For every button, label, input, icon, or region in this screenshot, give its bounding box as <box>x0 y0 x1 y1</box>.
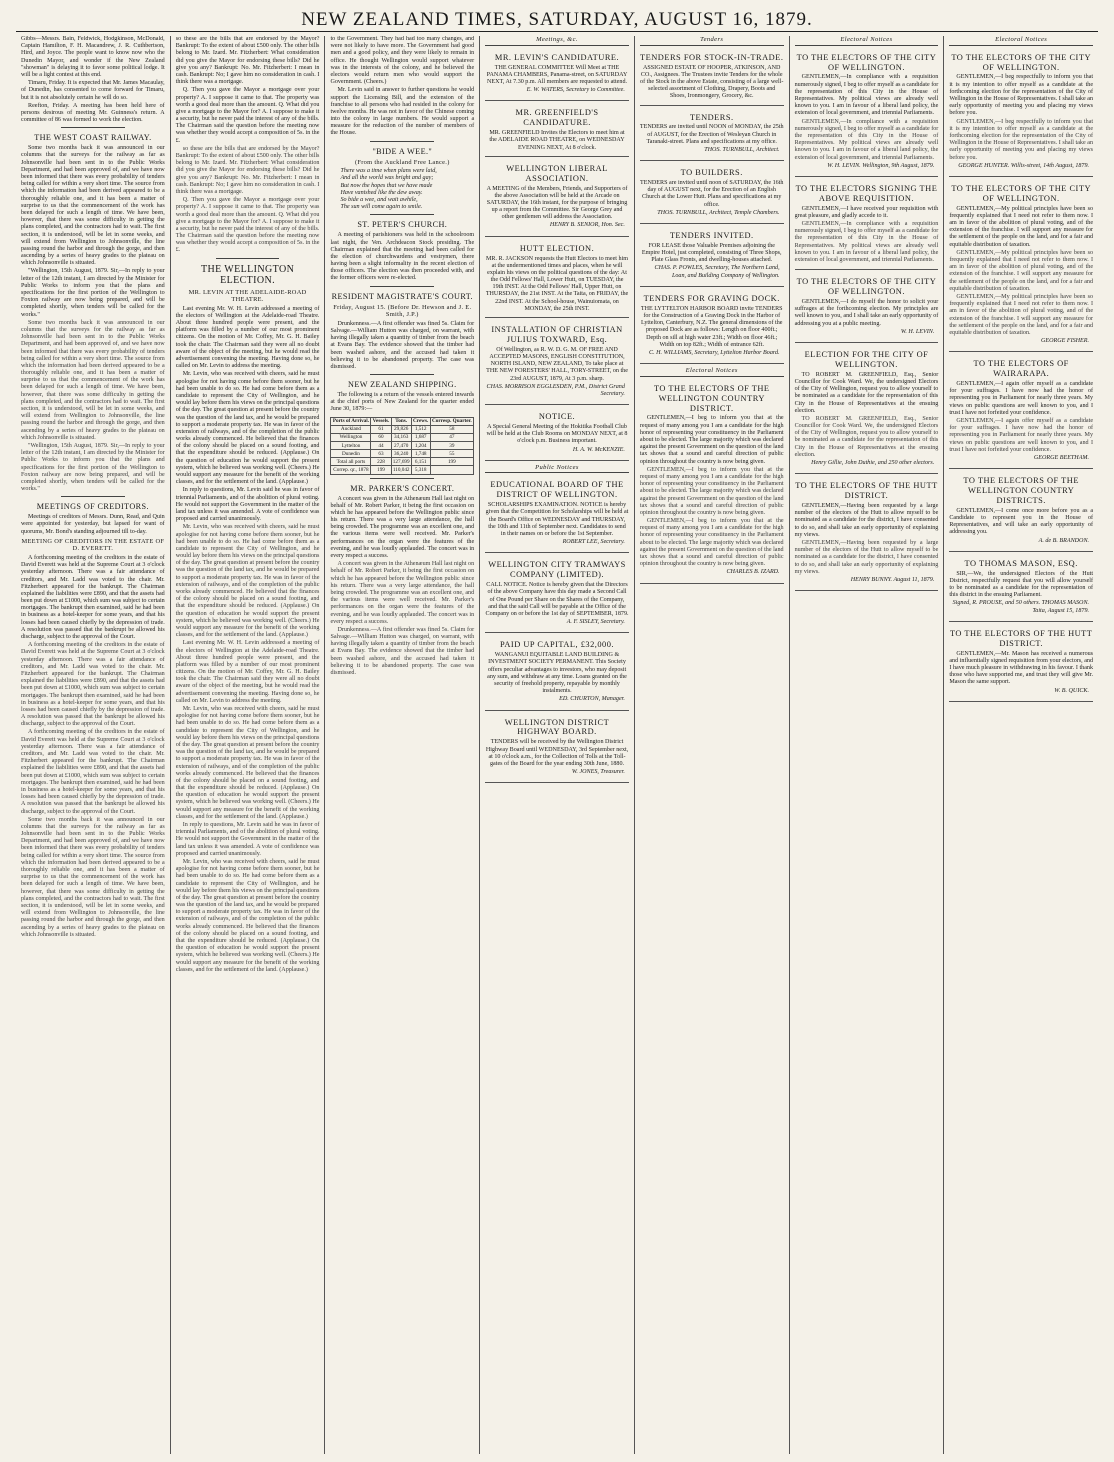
advertisement <box>640 164 784 224</box>
table-row <box>331 442 474 450</box>
article-text: Drunkenness.—A first offender was fined 5s. Claim for Salvage.—William Hutton was charged, on warrant, with having illegally taken a quantity of timber from the beach at Evans Bay. The evidence showed that the timber had been washed ashore, and the accused had taken it believing it to be abandoned property. The case was dismissed. <box>330 320 475 370</box>
divider <box>370 374 434 375</box>
ad-body: GENTLEMEN,—In compliance with a requisition numerously signed, I beg to offer myself as a candidate for the representation of this City in the House of Representatives. My political views are already well known to you. I am in favour of a liberal land policy, the extension of local government, and triennial Parliaments. <box>794 221 939 264</box>
table-row <box>331 425 474 433</box>
ad-body: MR. R. JACKSON requests the Hutt Electors to meet him at the undermentioned times and places, when he will explain his views on the political questions of the day: At the Odd Fellows' Hall, Lower Hutt, on TUESDAY, the 19th INST. At the Odd Fellows' Hall, Upper Hutt, on THURSDAY, the 21st INST. At the Taita, on FRIDAY, the 22nd INST. At the School-house, Wainuiomata, on MONDAY, the 25th INST. <box>485 255 629 312</box>
article-text: A meeting of parishioners was held in the schoolroom last night, the Ven. Archdeacon Stock presiding. The Chairman explained that the meeting had been called for the election of churchwardens and vestrymen, there having been a slight informality in the recent election of those officers. The election was then proceeded with, and the former officers were re-elected. <box>330 232 475 282</box>
table-cell: 1,204 <box>411 442 430 450</box>
ad-body: GENTLEMEN,—I beg respectfully to inform you that it is my intention to offer myself as a candidate at the forthcoming election for the representation of the City of Wellington in the House of Representatives. I shall take an early opportunity of meeting you and placing my views before you. <box>949 74 1094 117</box>
article-heading: RESIDENT MAGISTRATE'S COURT. <box>331 291 473 301</box>
ad-body: GENTLEMEN,—I have received your requisition with great pleasure, and gladly accede to it. <box>794 205 939 219</box>
poem-line: And all the world was bright and gay; <box>340 175 434 182</box>
advertisement <box>640 290 784 364</box>
column-2 <box>171 36 326 1454</box>
ad-body: GENTLEMEN,—I do myself the honor to solicit your suffrages at the forthcoming election. My principles are well known to you, and I shall take an early opportunity of addressing you at a public meeting. <box>794 299 939 327</box>
ad-signature: Henry Gillie, John Duthie, and 250 other electors. <box>811 460 935 467</box>
article-text: Mr. Levin said in answer to further questions he would support the Licensing Bill, and the extension of the franchise to all persons who had resided in the colony for twelve months. He was not in favor of the Chinese coming into the colony in large numbers. He would support a measure for the reduction of the number of members of the House. <box>330 87 475 137</box>
ad-title: TO THE ELECTORS OF THE WELLINGTON COUNTRY DISTRICT. <box>653 383 770 413</box>
advertisement <box>485 636 629 710</box>
column-3 <box>325 36 480 1454</box>
advertisement <box>795 273 939 343</box>
column-6 <box>790 36 945 1454</box>
article-heading: THE WEST COAST RAILWAY. <box>34 133 152 143</box>
ad-body: A MEETING of the Members, Friends, and Supporters of the above Association will be held at the Arcade on SATURDAY, the 16th instant, for the purpose of bringing up a report from the Committee. Sir George Grey and other gentlemen will address the Association. <box>486 185 628 221</box>
ad-signature: A. F. SISLEY, Secretary. <box>566 619 625 626</box>
article-text: A forthcoming meeting of the creditors in the estate of David Everett was held at the Supreme Court at 3 o'clock yesterday afternoon. There was a fair attendance of creditors, and Mr. Ladd was voted to the chair. Mr. Fitzherbert appeared for the bankrupt. The Chairman explained the liabilities were £890, and that the assets had been put down at £1000, which sum was subject to certain mortgages. The bankrupt then examined, said he had been in business as a hotel-keeper for some years, and that his losses had been caused chiefly by the depression of trade. A resolution was passed that the bankrupt be allowed his discharge, subject to the approval of the Court. <box>21 554 165 640</box>
table-cell: 27,470 <box>391 442 411 450</box>
ad-body: GENTLEMEN,—I beg to inform you that at the request of many among you I am a candidate for the high honor of representing your constituency in the Parliament about to be elected. The large majority which was declared against the present Government on the question of the land tax shows that a sound and careful direction of public opinion throughout the country is now being given. <box>639 415 784 465</box>
advertisement <box>949 180 1093 352</box>
ad-title: ELECTION FOR THE CITY OF WELLINGTON. <box>804 349 929 369</box>
masthead <box>16 10 1098 32</box>
article-heading: THE WELLINGTON ELECTION. <box>200 263 295 286</box>
article-heading: "BIDE A WEE." <box>372 146 433 156</box>
ad-title: TO BUILDERS. <box>680 168 743 178</box>
ad-signature: W. H. LEVIN. Wellington, 9th August, 1879. <box>827 162 935 169</box>
table-cell: 47 <box>430 433 474 441</box>
ad-body: SIR,—We, the undersigned Electors of the Hutt District, respectfully request that you will allow yourself to be nominated as a candidate for the representation of this district in the ensuing Parliament. <box>949 570 1094 599</box>
ad-signature: CHAS. P. POWLES, Secretary, The Northern Land, Loan, and Building Company of Wellington. <box>654 265 780 279</box>
ad-signature: ROBERT LEE, Secretary. <box>562 539 625 546</box>
ad-title: TO THE ELECTORS OF THE CITY OF WELLINGTON. <box>796 277 937 297</box>
article-text: "Wellington, 15th August, 1879. Sir,—In reply to your letter of the 12th instant, I am directed by the Minister for Public Works to inform you that the plans and specifications for the first portion of the Wellington to Foxton railway are now being prepared, and will be completed shortly, when tenders will be called for the works." <box>21 442 165 493</box>
table-cell: 39 <box>430 442 474 450</box>
article-text: Q. Then you gave the Mayor a mortgage over your property? A. I suppose it came to that. The property was worth a good deal more than the amount. Q. What did you give a mortgage to the Mayor for? A. I suppose to make it a security, but he never paid the interest of any of the bills. The Chairman said the question before the meeting now was whether they would accept a composition of 5s. in the £. <box>175 197 320 254</box>
advertisement <box>485 160 629 237</box>
ad-title: TO THE ELECTORS SIGNING THE ABOVE REQUISITION. <box>795 183 938 203</box>
article-text: "Wellington, 15th August, 1879. Sir,—In reply to your letter of the 12th instant, I am directed by the Minister for Public Works to inform you that the plans and specifications for the first portion of the Wellington to Foxton railway are now being prepared, and will be completed shortly, when tenders will be called for the works." <box>21 268 165 318</box>
ad-body: GENTLEMEN,—Having been requested by a large number of the electors of the Hutt to allow myself to be nominated as a candidate for the district, I have consented to do so, and shall take an early opportunity of explaining my views. <box>794 503 939 538</box>
article-text: The following is a return of the vessels entered inwards at the chief ports of New Zealand for the quarter ended June 30, 1879:— <box>330 392 475 413</box>
ad-title: WELLINGTON LIBERAL ASSOCIATION. <box>506 163 608 183</box>
table-cell: 1,748 <box>411 450 430 458</box>
article-subheading: MR. LEVIN AT THE ADELAIDE-ROAD THEATRE. <box>188 288 307 304</box>
ad-title: TO THOMAS MASON, ESQ. <box>964 558 1078 568</box>
table-row <box>331 458 474 466</box>
table-header: Corresp. Quarter. <box>432 418 472 425</box>
article-heading: MR. PARKER'S CONCERT. <box>350 483 455 493</box>
ad-body: TENDERS are invited until noon of SATURDAY, the 16th day of AUGUST next, for the Erection of an English Church at the Lower Hutt. Plans and specifications at my office. <box>640 180 784 208</box>
article-heading: ST. PETER'S CHURCH. <box>357 220 448 230</box>
ad-body: THE GENERAL COMMITTEE Will Meet at THE PANAMA CHAMBERS, Panama-street, on SATURDAY NEXT, At 7.30 p.m. All members are requested to attend. <box>486 64 628 85</box>
ad-body: GENTLEMEN,—My political principles have been so frequently explained that I need not refer to them now. I am in favor of the abolition of plural voting, and of the extension of the franchise. I will support any measure for the settlement of the people on the land, and for a fair and equitable distribution of taxation. <box>949 293 1094 336</box>
column-5 <box>635 36 790 1454</box>
ad-body: GENTLEMEN,—In compliance with a requisition numerously signed, I beg to offer myself as a candidate for the representation of this City in the House of Representatives. My political views are already well known to you. I am in favour of a liberal land policy, the extension of local government, and triennial Parliaments. <box>794 74 939 117</box>
article-text: Some two months back it was announced in our columns that the surveys for the railway as far as Johnsonville had been sent in to the Public Works Department, and had been approved of, and we have now been informed that there was every probability of tenders being called for within a very short time. The source from which the information had been derived appeared to be a thoroughly reliable one, and it has been a matter of surprise to us that the commencement of the work has been delayed for such a length of time. We have been, however, that there was some difficulty in getting the plans completed, and the contractors had to wait. The first section, it is understood, will be let in some weeks, and will extend from Wellington to Johnsonville, the line passing round the harbor and through the gorge, and then ascending by a series of heavy grades to the plateau on which Johnsonville is situated. <box>21 319 165 441</box>
ad-body: TENDERS will be received by the Wellington District Highway Board until WEDNESDAY, 3rd September next, at 10 o'clock a.m., for the Collection of Tolls at the Toll-gates of the Board for the year ending 30th June, 1880. <box>485 739 629 767</box>
table-header: Ports of Arrival. <box>332 418 370 425</box>
table-cell: Dunedin <box>331 450 371 458</box>
table-cell: 44 <box>371 442 391 450</box>
table-row <box>331 433 474 441</box>
ad-signature: W. JONES, Treasurer. <box>571 769 625 776</box>
ad-signature: A. de B. BRANDON. <box>1038 537 1090 544</box>
table-cell: 55 <box>430 450 474 458</box>
table-cell: Total all ports <box>331 458 371 466</box>
advertisement <box>795 180 939 270</box>
ad-body: GENTLEMEN,—I beg to inform you that at the request of many among you I am a candidate for the high honor of representing your constituency in the Parliament about to be elected. The large majority which was declared against the present Government on the question of the land tax shows that a sound and careful direction of public opinion throughout the country is now being given. <box>639 466 784 516</box>
advertisement <box>795 346 939 474</box>
article-text: Last evening Mr. W. H. Levin addressed a meeting of the electors of Wellington at the Adelaide-road Theatre. About three hundred people were present, and the platform was filled by a number of our most prominent citizens. On the motion of Mr. Coffey, Mr. G. H. Bailey took the chair. The Chairman said they were all no doubt aware of the object of the meeting, but he would read the advertisement convening the meeting. Having done so, he called on Mr. Levin to address the meeting. <box>175 305 320 370</box>
table-header-row <box>331 417 474 425</box>
ad-signature: GEORGE BEETHAM. <box>1033 454 1090 461</box>
ad-signature: ED. CHURTON, Manager. <box>559 696 625 703</box>
article-text: Timaru, Friday. It is expected that Mr. James Macaulay, of Dunedin, has consented to come forward for Timaru, but it is not absolutely certain he will do so. <box>21 80 165 101</box>
table-cell: 58 <box>430 425 474 433</box>
column-1 <box>16 36 171 1454</box>
ad-signature: W. H. LEVIN. <box>900 328 935 335</box>
ad-title: PAID UP CAPITAL, £32,000. <box>499 640 615 650</box>
article-text: so these are the bills that are endorsed by the Mayor? Bankrupt: To the extent of about £500 only. The other bills belong to Mr. Izard. Mr. Fitzherbert: What consideration did you give the Mayor for endorsing these bills? Did he give you any? Bankrupt: No. Mr. Fitzherbert: I mean in cash. Bankrupt: No; I gave him no consideration in cash. I think there was a mortgage. <box>175 36 320 86</box>
ad-title: EDUCATIONAL BOARD OF THE DISTRICT OF WELLINGTON. <box>490 480 624 500</box>
article-text: Some two months back it was announced in our columns that the surveys for the railway as far as Johnsonville had been sent in to the Public Works Department, and had been approved of, and we have now been informed that there was every probability of tenders being called for within a very short time. The source from which the information had been derived appeared to be a thoroughly reliable one, and it has been a matter of surprise to us that the commencement of the work has been delayed for such a length of time. We have been, however, that there was some difficulty in getting the plans completed, and the contractors had to wait. The first section, it is understood, will be let in some weeks, and will extend from Wellington to Johnsonville, the line passing round the harbor and through the gorge, and then ascending by a series of heavy grades to the plateau on which Johnsonville is situated. <box>21 145 165 267</box>
ad-body: MR. GREENFIELD Invites the Electors to meet him at the ADELAIDE ROAD THEATRE, on WEDNESDAY EVENING NEXT, At 8 o'clock. <box>489 130 625 151</box>
article-heading: NEW ZEALAND SHIPPING. <box>348 380 457 390</box>
ad-title: TENDERS FOR STOCK-IN-TRADE. <box>640 52 784 62</box>
columns <box>16 36 1098 1454</box>
poem-line: Have vanished like the dew away. <box>340 189 423 196</box>
table-cell: 1,687 <box>411 433 430 441</box>
article-text: Gibbs—Messrs. Bain, Feldwick, Hodgkinson, McDonald, Captain Hamilton, F. H. Macandrew, J. R. Cuthbertson, Hird, and Joyce. The people want to know now who the Dunedin Mayor, and wonder if the New Zealand "showman" is delaying it to favor some political lodge. It will be a light contest at this end. <box>21 36 165 78</box>
ad-body: SCHOLARSHIPS EXAMINATION. NOTICE is hereby given that the Competition for Scholarships will be held at the Board's Office on WEDNESDAY and THURSDAY, the 10th and 11th of September next. Candidates to send in their names on or before the 1st September. <box>485 502 629 538</box>
article-text: Mr. Levin, who was received with cheers, said he must apologise for not having come before them sooner, but he had been unable to do so. He had come before them as a candidate to represent the City of Wellington, and he would lay before them his views on the principal questions of the day. The great question at present before the country was the question of the land tax, and he would be prepared to support a moderate property tax. He was in favor of the extension of railways, and of the completion of the public works already commenced. He believed that the finances of the colony should be placed on a sound footing, and that the expenditure should be reduced. (Applause.) On the question of education he would support the present system, which he believed was working well. (Cheers.) He would support any measure for the benefit of the working classes, and for the settlement of the land. (Applause.) <box>175 858 320 973</box>
ad-body: A Special General Meeting of the Hokitika Football Club will be held at the Club Rooms on MONDAY NEXT, at 8 o'clock p.m. Business important. <box>486 424 628 445</box>
ad-signature: THOS. TURNBULL, Architect. <box>704 146 780 153</box>
ad-body: THE LYTTELTON HARBOR BOARD invite TENDERS for the Construction of a Graving Dock in the Harbor of Lyttelton, Canterbury, N.Z. The general dimensions of the proposed Dock are as follows: Length on floor 400ft.; Depth on sill at high water 23ft.; Width on floor 46ft.; Width on top 82ft.; Width of entrance 62ft. <box>640 305 783 348</box>
article-subheading: MEETING OF CREDITORS IN THE ESTATE OF D. EVERETT. <box>21 537 165 553</box>
ad-signature: HENRY B. SENIOR, Hon. Sec. <box>549 222 625 229</box>
ad-signature: W. B. QUICK. <box>1054 687 1090 694</box>
column-4 <box>480 36 635 1454</box>
section-title: Public Notices <box>485 464 629 474</box>
ad-body: GENTLEMEN,—I beg respectfully to inform you that it is my intention to offer myself as a candidate at the forthcoming election for the representation of the City of Wellington in the House of Representatives. I shall take an early opportunity of meeting you and placing my views before you. <box>949 118 1094 161</box>
ad-body: GENTLEMEN,—I again offer myself as a candidate for your suffrages. I have now had the honor of representing you in Parliament for nearly three years. My views on public questions are well known to you, and I trust I have not forfeited your confidence. <box>949 418 1094 453</box>
advertisement <box>640 227 784 287</box>
table-cell: 29,826 <box>391 425 411 433</box>
advertisement <box>795 477 939 591</box>
ad-body: GENTLEMEN,—My political principles have been so frequently explained that I need not refer to them now. I am in favor of the abolition of plural voting, and of the extension of the franchise. I will support any measure for the settlement of the people on the land, and for a fair and equitable distribution of taxation. <box>949 205 1094 248</box>
ad-body: GENTLEMEN,—Mr. Mason has received a numerous and influentially signed requisition from your electors, and I have much pleasure in withdrawing in his favour. I thank those who have supported me, and trust they will give Mr. Mason the same support. <box>949 650 1094 686</box>
ad-title: MR. GREENFIELD'S CANDIDATURE. <box>515 108 599 128</box>
article-heading: MEETINGS OF CREDITORS. <box>36 502 149 512</box>
ad-signature: GEORGE HUNTER. Willis-street, 14th August, 1879. <box>958 162 1090 169</box>
advertisement <box>485 714 629 784</box>
ad-body: GENTLEMEN,—I beg to inform you that at the request of many among you I am a candidate for the high honor of representing your constituency in the Parliament about to be elected. The large majority which was declared against the present Government on the question of the land tax shows that a sound and careful direction of public opinion throughout the country is now being given. <box>639 518 784 568</box>
divider <box>370 214 434 215</box>
ad-body: GENTLEMEN,—In compliance with a requisition numerously signed, I beg to offer myself as a candidate for the representation of this City in the House of Representatives. My political views are already well known to you. I am in favour of a liberal land policy, the extension of local government, and triennial Parliaments. <box>794 118 939 161</box>
table-header: Tons. <box>391 417 411 425</box>
table-cell: Correp. qr., 1878 <box>331 466 371 474</box>
divider <box>370 286 434 287</box>
ad-title: TO THE ELECTORS OF THE WELLINGTON COUNTRY DISTRICTS. <box>963 476 1079 505</box>
table-cell <box>430 466 474 474</box>
ad-body: TENDERS are invited until NOON of MONDAY, the 25th of AUGUST, for the Erection of Wesleyan Church in Taranaki-street. Plans and specifications at my office. <box>639 124 784 145</box>
article-text: A concert was given in the Athenæum Hall last night on behalf of Mr. Robert Parker, it being the first occasion on which he has appeared before the Wellington public since his return. There was a very large attendance, the hall being crowded. The programme was an excellent one, and the various items were well received. Mr. Parker's performances on the organ were the features of the evening, and he was loudly applauded. The concert was in every respect a success. <box>330 495 475 560</box>
poem <box>330 168 474 211</box>
ad-signature: H. A. W. McKENZIE. <box>572 446 625 453</box>
advertisement <box>485 240 629 318</box>
advertisement <box>640 49 784 106</box>
ad-title: TO THE ELECTORS OF THE HUTT DISTRICT. <box>949 628 1093 648</box>
ad-body: CALL NOTICE. Notice is hereby given that the Directors of the above Company have this day made a Second Call of One Pound per Share on the Shares of the Company, and that the said Call will be payable at the Office of the Company on or before the 1st day of SEPTEMBER, 1879. <box>485 582 629 617</box>
ad-signature: CHAS. MORRISON EGGLESDEN, P.M., District Grand Secretary. <box>486 383 625 397</box>
divider <box>61 496 125 497</box>
ad-body: TO ROBERT M. GREENFIELD, Esq., Senior Councillor for Cook Ward. We, the undersigned Electors of the City of Wellington, request you to allow yourself to be nominated as a candidate for the representation of this City in the House of Representatives at the ensuing election. <box>794 415 939 458</box>
ad-title: MR. LEVIN'S CANDIDATURE. <box>494 52 620 62</box>
table-cell: 6,151 <box>411 458 430 466</box>
table-cell: 199 <box>430 458 474 466</box>
table-cell: 1,512 <box>411 425 430 433</box>
table-cell: Wellington <box>331 433 371 441</box>
divider <box>61 127 125 128</box>
advertisement <box>485 104 629 156</box>
ad-body: GENTLEMEN,—My political principles have been so frequently explained that I need not refer to them now. I am in favor of the abolition of plural voting, and of the extension of the franchise. I will support any measure for the settlement of the people on the land, and for a fair and equitable distribution of taxation. <box>949 249 1094 292</box>
ad-body: GENTLEMEN,—Having been requested by a large number of the electors of the Hutt to allow myself to be nominated as a candidate for the district, I have consented to do so, and shall take an early opportunity of explaining my views. <box>794 539 939 575</box>
table-row <box>331 450 474 458</box>
ad-signature: HENRY BUNNY. August 11, 1879. <box>850 576 935 583</box>
table-cell: 61 <box>371 425 391 433</box>
advertisement <box>949 355 1093 469</box>
table-cell: Lyttelton <box>331 442 371 450</box>
advertisement <box>795 49 939 177</box>
divider <box>216 258 280 259</box>
section-title: Electoral Notices <box>795 36 939 46</box>
table-row <box>331 466 474 474</box>
table-cell: 127,699 <box>392 458 410 465</box>
article-text: Mr. Levin, who was received with cheers, said he must apologise for not having come before them sooner, but he had been unable to do so. He had come before them as a candidate to represent the City of Wellington, and he would lay before them his views on the principal questions of the day. The great question at present before the country was the question of the land tax, and he would be prepared to support a moderate property tax. He was in favor of the extension of railways, and of the completion of the public works already commenced. He believed that the finances of the colony should be placed on a sound footing, and that the expenditure should be reduced. (Applause.) On the question of education he would support the present system, which he believed was working well. (Cheers.) He would support any measure for the benefit of the working classes, and for the settlement of the land. (Applause.) <box>175 371 320 486</box>
article-text: Mr. Levin, who was received with cheers, said he must apologise for not having come before them sooner, but he had been unable to do so. He had come before them as a candidate to represent the City of Wellington, and he would lay before them his views on the principal questions of the day. The great question at present before the country was the question of the land tax, and he would be prepared to support a moderate property tax. He was in favor of the extension of railways, and of the completion of the public works already commenced. He believed that the finances of the colony should be placed on a sound footing, and that the expenditure should be reduced. (Applause.) On the question of education he would support the present system, which he believed was working well. (Cheers.) He would support any measure for the benefit of the working classes, and for the settlement of the land. (Applause.) <box>175 706 320 820</box>
article-text: to the Government. They had had too many changes, and were not likely to have more. The Government had good men and a good policy, and they were likely to remain in office. He thought Wellington would support whatever was in the interests of the colony, and he believed the electors would return men who would support the Government. (Cheers.) <box>330 36 475 86</box>
ad-body: TO ROBERT M. GREENFIELD, Esq., Senior Councillor for Cook Ward. We, the undersigned Electors of the City of Wellington, request you to allow yourself to be nominated as a candidate for the representation of this City in the House of Representatives at the ensuing election. <box>794 371 939 414</box>
table-cell: 60 <box>371 433 391 441</box>
article-text: Q. Then you gave the Mayor a mortgage over your property? A. I suppose it came to that. The property was worth a good deal more than the amount. Q. What did you give a mortgage to the Mayor for? A. I suppose to make it a security, but he never paid the interest of any of the bills. The Chairman said the question before the meeting now was whether they would accept a composition of 5s. in the £. <box>175 87 320 144</box>
ad-signature: Signed, R. PROUSE, and 50 others. THOMAS MASON. Taita, August 15, 1879. <box>952 600 1090 614</box>
ad-signature: C. H. WILLIAMS, Secretary, Lyttelton Harbor Board. <box>649 349 780 356</box>
advertisement <box>949 472 1093 552</box>
article-text: Mr. Levin, who was received with cheers, said he must apologise for not having come before them sooner, but he had been unable to do so. He had come before them as a candidate to represent the City of Wellington, and he would lay before them his views on the principal questions of the day. The great question at present before the country was the question of the land tax, and he would be prepared to support a moderate property tax. He was in favor of the extension of railways, and of the completion of the public works already commenced. He believed that the finances of the colony should be placed on a sound footing, and that the expenditure should be reduced. (Applause.) On the question of education he would support the present system, which he believed was working well. (Cheers.) He would support any measure for the benefit of the working classes, and for the settlement of the land. (Applause.) <box>175 524 320 639</box>
ad-body: Of Wellington, as R. W. D. G. M. OF FREE AND ACCEPTED MASONS, ENGLISH CONSTITUTION, NORTH ISLAND, NEW ZEALAND, To take place at THE NEW FORESTERS' HALL, TORY-STREET, on the 23rd AUGUST, 1879, At 3 p.m. sharp. <box>486 346 628 382</box>
ad-title: TO THE ELECTORS OF THE CITY OF WELLINGTON. <box>951 52 1091 72</box>
advertisement <box>485 321 629 405</box>
ad-title: WELLINGTON DISTRICT HIGHWAY BOARD. <box>504 717 610 737</box>
advertisement <box>485 556 629 633</box>
article-text: Drunkenness.—A first offender was fined 5s. Claim for Salvage.—William Hutton was charged, on warrant, with having illegally taken a quantity of timber from the beach at Evans Bay. The evidence showed that the timber had been washed ashore, and the accused had taken it believing it to be abandoned property. The case was dismissed. <box>330 626 475 677</box>
table-cell: 110,042 <box>392 466 410 473</box>
section-title: Meetings, &c. <box>485 36 629 46</box>
article-text: A forthcoming meeting of the creditors in the estate of David Everett was held at the Supreme Court at 3 o'clock yesterday afternoon. There was a fair attendance of creditors, and Mr. Ladd was voted to the chair. Mr. Fitzherbert appeared for the bankrupt. The Chairman explained the liabilities were £890, and that the assets had been put down at £1000, which sum was subject to certain mortgages. The bankrupt then examined, said he had been in business as a hotel-keeper for some years, and that his losses had been caused chiefly by the depression of trade. A resolution was passed that the bankrupt be allowed his discharge, subject to the approval of the Court. <box>21 729 165 815</box>
advertisement <box>949 49 1093 177</box>
article-text: In reply to questions, Mr. Levin said he was in favor of triennial Parliaments, and of the abolition of plural voting. He would not support the Government in the matter of the land tax unless it was amended. A vote of confidence was proposed and carried unanimously. <box>175 822 320 857</box>
section-title: Electoral Notices <box>949 36 1093 46</box>
ad-signature: GEORGE FISHER. <box>1040 338 1090 345</box>
poem-line: But now the hopes that we have made <box>340 182 433 189</box>
ad-title: TO THE ELECTORS OF THE CITY OF WELLINGTON. <box>796 52 937 72</box>
article-text: so these are the bills that are endorsed by the Mayor? Bankrupt: To the extent of about £500 only. The other bills belong to Mr. Izard. Mr. Fitzherbert: What consideration did you give the Mayor for endorsing these bills? Did he give you any? Bankrupt: No. Mr. Fitzherbert: I mean in cash. Bankrupt: No; I gave him no consideration in cash. I think there was a mortgage. <box>175 145 320 195</box>
article-subheading: Friday, August 15. (Before Dr. Hewson and J. E. Smith, J.P.) <box>333 303 472 319</box>
article-subheading: (From the Auckland Free Lance.) <box>354 158 450 166</box>
ad-title: HUTT ELECTION. <box>519 243 595 253</box>
section-title: Electoral Notices <box>640 367 784 377</box>
ad-title: TENDERS INVITED. <box>669 231 754 240</box>
ad-title: TO THE ELECTORS OF THE CITY OF WELLINGTON. <box>951 183 1091 203</box>
ad-title: TO THE ELECTORS OF WAIRARAPA. <box>973 359 1069 379</box>
ad-body: ASSIGNED ESTATE OF HOOPER, ATKINSON, AND CO., Assignees. The Trustees invite Tenders for the whole of the Stock in the above Estate, consisting of a large well-selected assortment of Clothing, Drapery, Boots and Shoes, Ironmongery, Grocery, &c. <box>640 64 784 100</box>
ad-signature: E. W. WATERS, Secretary to Committee. <box>526 87 625 94</box>
advertisement <box>485 49 629 102</box>
ad-body: GENTLEMEN,—I come once more before you as a Candidate to represent you in the House of Representatives, and will take an early opportunity of addressing you. <box>949 507 1094 536</box>
divider <box>370 478 434 479</box>
poem-line: There was a time when plans were laid, <box>340 168 437 175</box>
column-7 <box>944 36 1098 1454</box>
article-text: Some two months back it was announced in our columns that the surveys for the railway as far as Johnsonville had been sent in to the Public Works Department, and had been approved of, and we have now been informed that there was every probability of tenders being called for within a very short time. The source from which the information had been derived appeared to be a thoroughly reliable one, and it has been a matter of surprise to us that the commencement of the work has been delayed for such a length of time. We have been, however, that there was some difficulty in getting the plans completed, and the contractors had to wait. The first section, it is understood, will be let in some weeks, and will extend from Wellington to Johnsonville, the line passing round the harbor and through the gorge, and then ascending by a series of heavy grades to the plateau on which Johnsonville is situated. <box>21 816 165 938</box>
article-text: In reply to questions, Mr. Levin said he was in favor of triennial Parliaments, and of the abolition of plural voting. He would not support the Government in the matter of the land tax unless it was amended. A vote of confidence was proposed and carried unanimously. <box>175 487 320 523</box>
advertisement <box>640 380 784 584</box>
table-cell: 5,318 <box>411 466 430 474</box>
advertisement <box>949 625 1093 702</box>
table-cell: Auckland <box>331 425 371 433</box>
article-text: Reefton, Friday. A meeting has been held here of persons desirous of meeting Mr. Guinness's return. A committee of 86 was formed to work the election. <box>21 102 165 124</box>
shipping-table <box>330 417 474 475</box>
article-text: A concert was given in the Athenæum Hall last night on behalf of Mr. Robert Parker, it being the first occasion on which he has appeared before the Wellington public since his return. There was a very large attendance, the hall being crowded. The programme was an excellent one, and the various items were well received. Mr. Parker's performances on the organ were the features of the evening, and he was loudly applauded. The concert was in every respect a success. <box>330 561 475 625</box>
ad-signature: THOS. TURNBULL, Architect, Temple Chambers. <box>657 209 780 216</box>
section-title: Tenders <box>640 36 784 46</box>
ad-title: NOTICE. <box>538 412 576 422</box>
article-text: Meetings of creditors of Messrs. Dunn, Read, and Quin were appointed for yesterday, but lapsed for want of quorums, Mr. Bond's standing adjourned till to-day. <box>21 514 165 535</box>
table-cell: 34,163 <box>391 433 411 441</box>
article-text: Last evening Mr. W. H. Levin addressed a meeting of the electors of Wellington at the Adelaide-road Theatre. About three hundred people were present, and the platform was filled by a number of our most prominent citizens. On the motion of Mr. Coffey, Mr. G. H. Bailey took the chair. The Chairman said they were all no doubt aware of the object of the meeting, but he would read the advertisement convening the meeting. Having done so, he called on Mr. Levin to address the meeting. <box>175 640 320 704</box>
advertisement <box>485 408 629 461</box>
table-cell: 228 <box>371 458 391 466</box>
ad-body: WANGANUI EQUITABLE LAND BUILDING & INVESTMENT SOCIETY PERMANENT. This Society offers peculiar advantages to investors, who may deposit any sum, and withdraw at any time. Loans granted on the security of freehold property, repayable by monthly instalments. <box>487 652 627 695</box>
ad-title: TENDERS FOR GRAVING DOCK. <box>643 293 780 303</box>
ad-signature: CHARLES B. IZARD. <box>726 569 780 576</box>
poem-line: The sun will come again to smile. <box>340 204 423 211</box>
table-header: Crews. <box>413 418 429 425</box>
poem-line: So bide a wee, and wait awhile, <box>340 196 418 203</box>
table-cell: 199 <box>371 466 391 474</box>
advertisement <box>949 555 1093 622</box>
table-cell: 63 <box>371 450 391 458</box>
ad-body: FOR LEASE those Valuable Premises adjoining the Empire Hotel, just completed, consisting of Three Shops, Plate Glass Fronts, and dwelling-houses attached. <box>641 242 782 264</box>
article-text: A forthcoming meeting of the creditors in the estate of David Everett was held at the Supreme Court at 3 o'clock yesterday afternoon. There was a fair attendance of creditors, and Mr. Ladd was voted to the chair. Mr. Fitzherbert appeared for the bankrupt. The Chairman explained the liabilities were £890, and that the assets had been put down at £1000, which sum was subject to certain mortgages. The bankrupt then examined, said he had been in business as a hotel-keeper for some years, and that his losses had been caused chiefly by the depression of trade. A resolution was passed that the bankrupt be allowed his discharge, subject to the approval of the Court. <box>21 642 165 728</box>
ad-title: TO THE ELECTORS OF THE HUTT DISTRICT. <box>795 481 938 501</box>
advertisement <box>485 476 629 553</box>
ad-title: TENDERS. <box>689 112 734 122</box>
masthead-title: NEW ZEALAND TIMES, SATURDAY, AUGUST 16, 1879. <box>301 9 813 31</box>
table-cell: 36,240 <box>391 450 411 458</box>
table-header: Vessels. <box>372 418 390 425</box>
ad-title: INSTALLATION OF CHRISTIAN JULIUS TOXWARD, Esq. <box>491 325 623 344</box>
advertisement <box>640 109 784 162</box>
ad-body: GENTLEMEN,—I again offer myself as a candidate for your suffrages. I have now had the honor of representing you in Parliament for nearly three years. My views on public questions are well known to you, and I trust I have not forfeited your confidence. <box>949 381 1094 416</box>
ad-title: WELLINGTON CITY TRAMWAYS COMPANY (LIMITED). <box>488 560 626 580</box>
divider <box>370 141 434 142</box>
